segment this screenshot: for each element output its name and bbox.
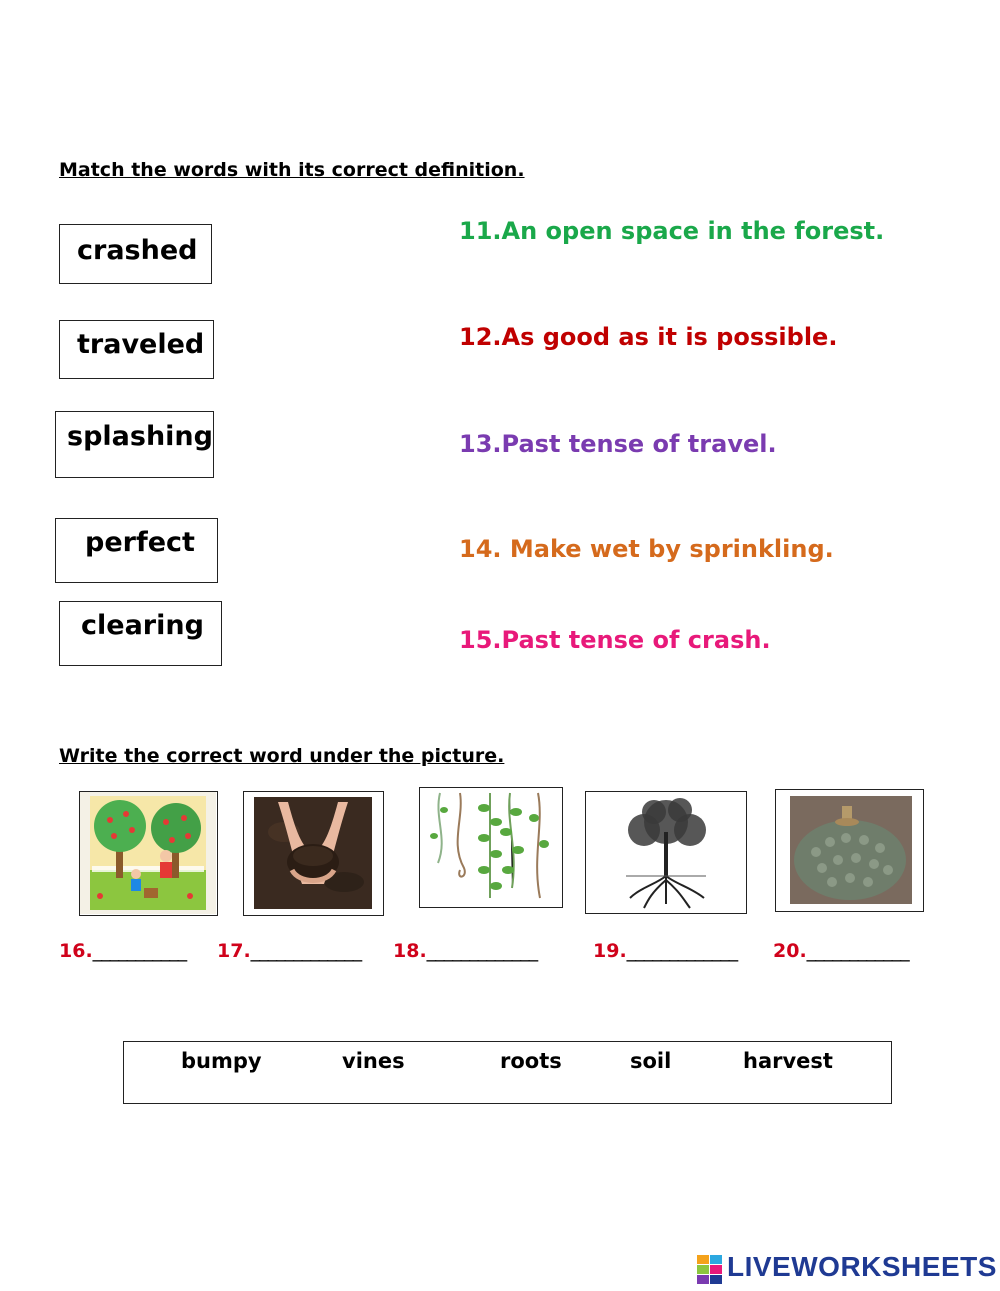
picture-harvest: [79, 791, 218, 916]
blank-number: 17.: [217, 940, 251, 962]
word-bank-item: harvest: [743, 1049, 833, 1073]
definition-12[interactable]: 12.As good as it is possible.: [459, 323, 838, 351]
picture-vines: [419, 787, 563, 908]
blank-number: 19.: [593, 940, 627, 962]
definition-15[interactable]: 15.Past tense of crash.: [459, 626, 771, 654]
blank-line: _____________: [626, 940, 738, 962]
word-box-crashed[interactable]: [59, 224, 212, 284]
answer-blank-18[interactable]: [393, 940, 537, 962]
blank-number: 18.: [393, 940, 427, 962]
answer-blank-19[interactable]: [593, 940, 737, 962]
tree-roots-icon: [586, 792, 745, 912]
word-bank-item: roots: [500, 1049, 562, 1073]
blank-line: _____________: [426, 940, 538, 962]
word-label: traveled: [77, 329, 205, 360]
blank-number: 20.: [773, 940, 807, 962]
picture-bumpy: [775, 789, 924, 912]
word-bank-item: bumpy: [181, 1049, 262, 1073]
liveworksheets-logo-text: LIVEWORKSHEETS: [727, 1251, 997, 1282]
answer-blank-16[interactable]: [59, 940, 186, 962]
picture-heading: Write the correct word under the picture.: [59, 745, 505, 767]
word-bank-item: vines: [342, 1049, 405, 1073]
word-bank-item: soil: [630, 1049, 672, 1073]
soil-in-hands-icon: [244, 792, 382, 914]
bumpy-pumpkin-icon: [776, 790, 922, 910]
blank-line: ___________: [92, 940, 187, 962]
word-box-perfect[interactable]: [55, 518, 218, 583]
answer-blank-20[interactable]: [773, 940, 909, 962]
answer-blank-17[interactable]: [217, 940, 361, 962]
word-label: splashing: [67, 421, 213, 452]
picture-soil: [243, 791, 384, 916]
word-box-clearing[interactable]: [59, 601, 222, 666]
definition-11[interactable]: 11.An open space in the forest.: [459, 217, 885, 245]
word-label: crashed: [77, 235, 198, 266]
blank-line: ____________: [806, 940, 909, 962]
hanging-vines-icon: [420, 788, 561, 906]
picture-roots: [585, 791, 747, 914]
orchard-harvest-icon: [80, 792, 216, 914]
match-heading: Match the words with its correct definition.: [59, 159, 525, 181]
word-box-splashing[interactable]: [55, 411, 214, 478]
word-label: clearing: [81, 610, 204, 641]
liveworksheets-logo-icon: [697, 1253, 723, 1287]
word-bank: [123, 1041, 892, 1104]
definition-14[interactable]: 14. Make wet by sprinkling.: [459, 535, 834, 563]
word-box-traveled[interactable]: [59, 320, 214, 379]
definition-13[interactable]: 13.Past tense of travel.: [459, 430, 777, 458]
word-label: perfect: [85, 527, 195, 558]
blank-line: _____________: [250, 940, 362, 962]
blank-number: 16.: [59, 940, 93, 962]
